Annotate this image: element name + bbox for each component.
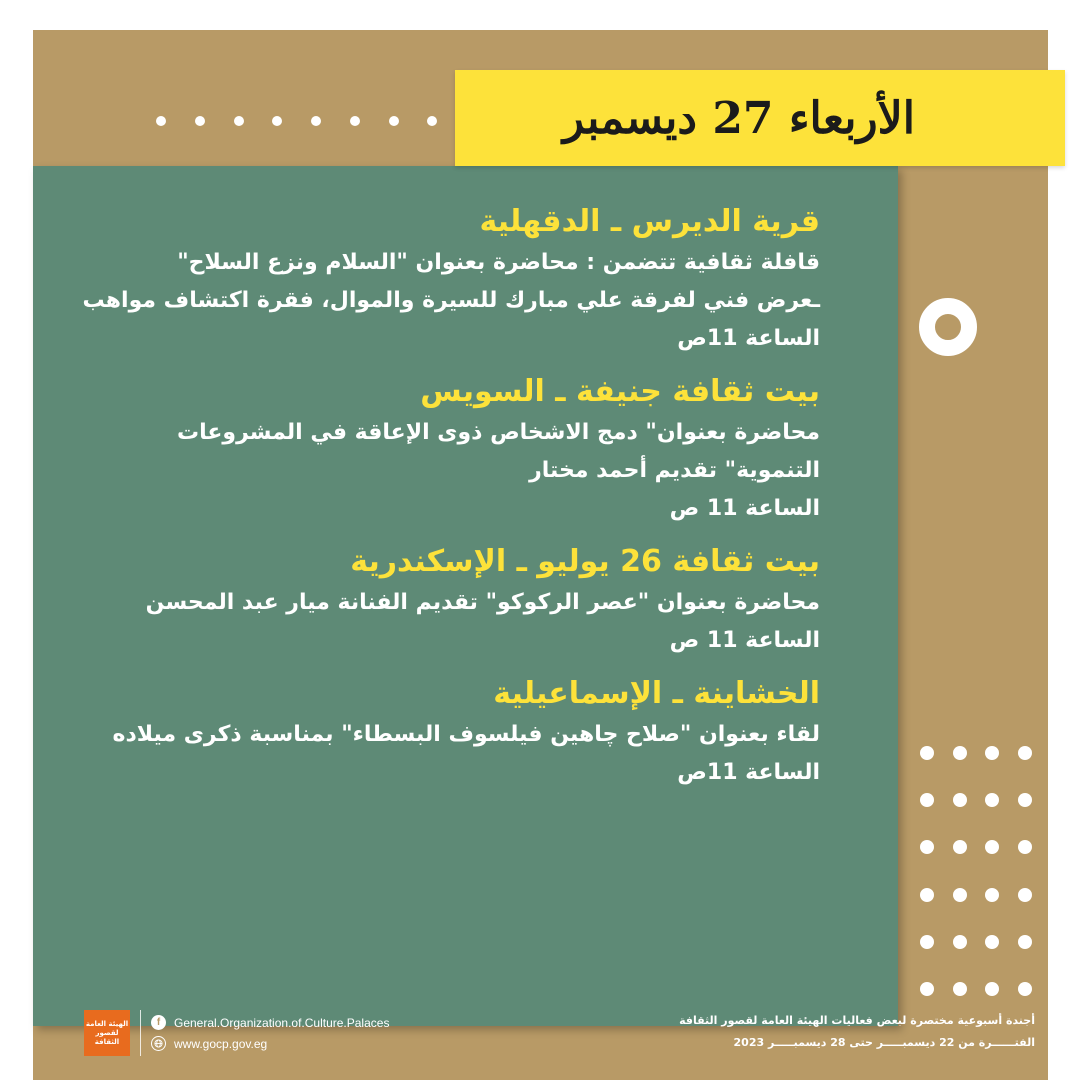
event-title: الخشاينة ـ الإسماعيلية [493, 676, 820, 711]
events-list [60, 200, 820, 804]
page-title: الأربعاء 27 ديسمبر [562, 92, 915, 144]
footer-divider [140, 1010, 141, 1056]
event-item [60, 200, 820, 358]
event-time: الساعة 11ص [677, 760, 820, 785]
event-item [60, 672, 820, 792]
event-title: قرية الديرس ـ الدقهلية [479, 204, 820, 239]
event-description: قافلة ثقافية تتضمن : محاضرة بعنوان "السلام ونزع السلاح" [177, 250, 820, 275]
event-description: لقاء بعنوان "صلاح چاهين فيلسوف البسطاء" بمناسبة ذكرى ميلاده [112, 722, 820, 747]
event-description: ـعرض فني لفرقة علي مبارك للسيرة والموال، فقرة اكتشاف مواهب [82, 288, 820, 313]
event-description: محاضرة بعنوان "عصر الركوكو" تقديم الفنانة ميار عبد المحسن [145, 590, 820, 615]
footer-contacts [84, 1010, 389, 1056]
event-title: بيت ثقافة 26 يوليو ـ الإسكندرية [350, 544, 820, 579]
date-banner [455, 70, 1065, 166]
facebook-handle: General.Organization.of.Culture.Palaces [174, 1015, 390, 1030]
website-link[interactable] [151, 1036, 389, 1051]
agenda-period: الفتــــــرة من 22 ديسمبـــــر حتى 28 ديسمبـــــر 2023 [733, 1036, 1035, 1049]
decorative-ring-icon [919, 298, 977, 356]
event-time: الساعة 11 ص [669, 628, 820, 653]
decorative-dot-grid [920, 746, 1032, 996]
event-item [60, 540, 820, 660]
website-url: www.gocp.gov.eg [174, 1036, 268, 1051]
footer-agenda-info [679, 1010, 1035, 1054]
event-time: الساعة 11 ص [669, 496, 820, 521]
logo-text: الهيئة العامة لقصور الثقافة [85, 1019, 129, 1046]
event-description: التنموية" تقديم أحمد مختار [529, 458, 820, 483]
agenda-title: أجندة أسبوعية مختصرة لبعض فعاليات الهيئة العامة لقصور الثقافة [679, 1014, 1035, 1027]
facebook-link[interactable] [151, 1015, 389, 1030]
facebook-icon: f [151, 1015, 166, 1030]
organization-logo [84, 1010, 130, 1056]
event-time: الساعة 11ص [677, 326, 820, 351]
event-title: بيت ثقافة جنيفة ـ السويس [420, 374, 820, 409]
event-item [60, 370, 820, 528]
decorative-dot-row [156, 116, 476, 130]
event-description: محاضرة بعنوان" دمج الاشخاص ذوى الإعاقة في المشروعات [177, 420, 820, 445]
globe-icon [151, 1036, 166, 1051]
